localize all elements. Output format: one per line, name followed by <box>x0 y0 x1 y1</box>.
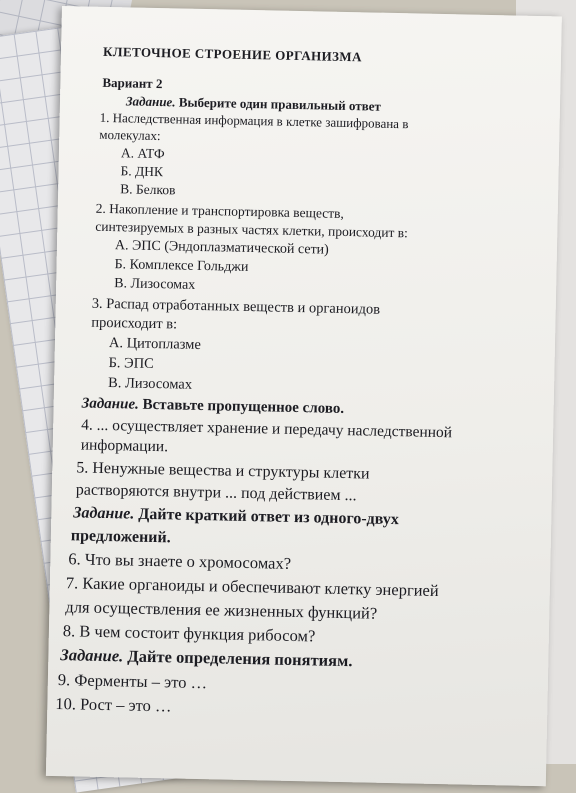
q6: 6. Что вы знаете о хромосомах? <box>68 549 292 573</box>
q3-option-c: В. Лизосомах <box>107 375 193 393</box>
task-4-text: Дайте определения понятиям. <box>127 646 353 671</box>
q2-line2: синтезируемых в разных частях клетки, происходит в: <box>95 218 409 241</box>
task-2-label: Задание. <box>81 395 139 413</box>
task-3-text: Дайте краткий ответ из одного-двух <box>138 505 400 529</box>
q10: 10. Рост – это … <box>55 694 172 716</box>
q1-option-b: Б. ДНК <box>120 163 164 180</box>
q3-option-a: А. Цитоплазме <box>108 335 202 353</box>
q4-line2: информации. <box>80 436 169 456</box>
q8: 8. В чем состоит функция рибосом? <box>62 621 316 646</box>
q4-line1: 4. ... осуществляет хранение и передачу наследственной <box>81 416 453 442</box>
task-4-label: Задание. <box>60 645 124 666</box>
worksheet <box>46 6 562 786</box>
task-2-text: Вставьте пропущенное слово. <box>142 396 345 417</box>
q7-line1: 7. Какие органоиды и обеспечивают клетку энергией <box>65 573 439 601</box>
task-1-label: Задание. <box>125 93 176 110</box>
q1-option-c: В. Белков <box>120 181 176 198</box>
task-3-line2: предложений. <box>70 527 171 547</box>
variant-label: Вариант 2 <box>102 74 163 92</box>
q3-line2: происходит в: <box>91 314 178 333</box>
task-1-text: Выберите один правильный ответ <box>178 94 382 114</box>
task-3-heading <box>73 505 399 528</box>
q1-option-a: А. АТФ <box>120 145 165 162</box>
q2-line1: 2. Накопление и транспортировка веществ, <box>95 200 345 221</box>
worksheet-title: КЛЕТОЧНОЕ СТРОЕНИЕ ОРГАНИЗМА <box>102 43 363 65</box>
q2-option-c: В. Лизосомах <box>114 276 196 293</box>
task-2-heading <box>82 397 345 417</box>
q2-option-a: А. ЭПС (Эндоплазматической сети) <box>114 238 329 258</box>
q2-option-b: Б. Комплексе Гольджи <box>114 257 249 275</box>
task-3-label: Задание. <box>73 504 135 523</box>
q1-line2: молекулах: <box>99 126 161 144</box>
q5-line2: растворяются внутри ... под действием ... <box>75 481 357 505</box>
q5-line1: 5. Ненужные вещества и структуры клетки <box>76 459 370 483</box>
task-4-heading <box>60 647 352 670</box>
q3-line1: 3. Распад отработанных веществ и органоидов <box>91 295 381 318</box>
task-1-heading <box>126 94 381 112</box>
q1-line1: 1. Наследственная информация в клетке зашифрована в <box>99 109 409 132</box>
q3-option-b: Б. ЭПС <box>108 355 154 372</box>
q7-line2: для осуществления ее жизненных функций? <box>65 597 378 623</box>
q9: 9. Ферменты – это … <box>57 670 208 693</box>
